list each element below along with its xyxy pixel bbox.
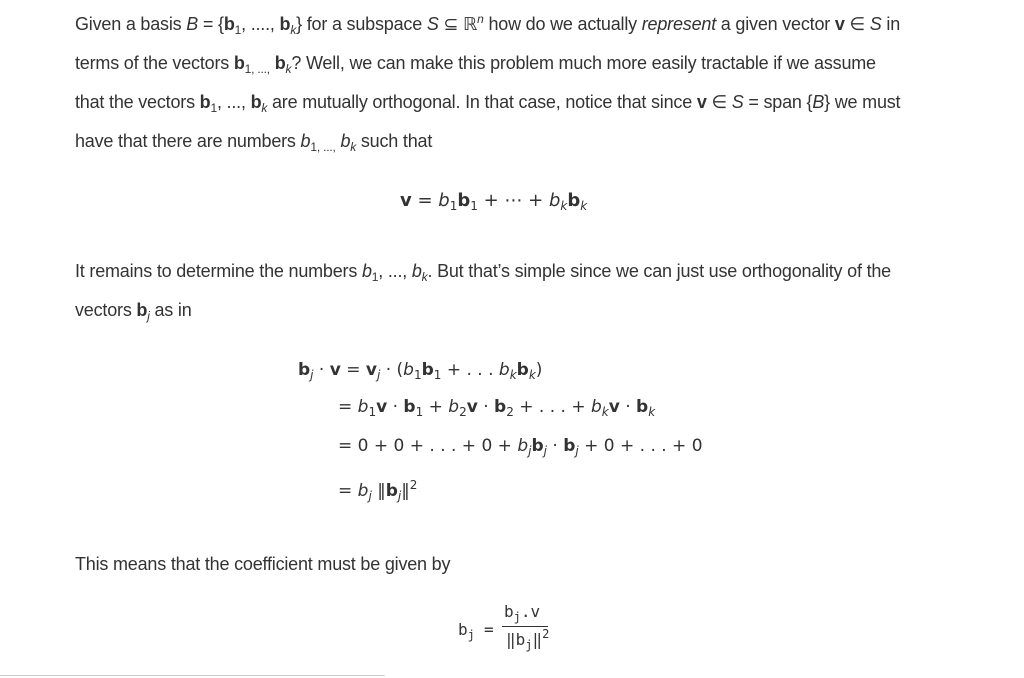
math-vec: b [279,14,291,34]
math-vec: v [834,14,845,34]
text-run: as in [149,300,192,320]
math-vec: v [376,397,388,417]
math-op: · [477,397,495,417]
math-vec: b [223,14,235,34]
text-run: = span { [743,92,813,112]
math-sub: 1 [449,199,458,213]
math-vec: b [199,92,211,112]
text-run: , ..., [216,92,251,112]
text-run: = { [198,14,224,34]
math-vec: b [233,53,245,73]
paragraph-coefficient [75,545,450,584]
math-sub: k [528,368,536,382]
bottom-divider [0,675,385,676]
math-sub: 1 [234,23,242,37]
ortho-line-1 [75,252,891,291]
text-run: Given a basis [75,14,187,34]
math-sub: j [147,309,150,323]
math-sub: j [528,444,532,458]
math-var: b [357,397,369,417]
math-op: · [387,397,404,417]
math-sub: 2 [459,405,467,419]
text-run: that the vectors [75,92,200,112]
math-sub: k [648,405,656,419]
math-sub: k [560,199,568,213]
math-op: + . . . + [513,397,591,417]
math-vec: b [385,481,398,501]
math-op: .v [520,602,541,621]
math-sup: 2 [542,627,550,641]
math-vec: v [400,190,412,211]
math-op: = [338,397,358,417]
align-row-4 [338,478,418,503]
text-run: have that there are numbers [75,131,301,151]
text-run: } for a subspace [296,14,427,34]
math-var: b [411,261,422,281]
math-sub: k [580,199,588,213]
intro-line-4 [75,122,900,161]
math-vec: v [608,397,620,417]
math-sub: j [376,368,381,382]
math-var: b [438,190,450,211]
ortho-line-2 [75,291,891,330]
align-row-2 [338,397,655,417]
math-op: ‖ [401,481,410,501]
math-op: + . . . [441,360,499,380]
math-op: + [423,397,449,417]
text-run: ⊆ [438,14,464,34]
math-vec: v [365,360,377,380]
text-run: such that [356,131,433,151]
formula-numerator [504,602,541,624]
math-vec: b [531,436,544,456]
math-sub: k [290,23,297,37]
math-sup: 2 [409,478,418,492]
math-var: b [458,620,468,639]
math-var: b [448,397,460,417]
text-run: in [881,14,901,34]
math-op: · [313,360,330,380]
math-sub: j [543,444,547,458]
math-vec: b [421,360,434,380]
math-op: = 0 + 0 + . . . + 0 + [338,436,518,456]
math-sub: k [350,140,357,154]
math-op: · [546,436,564,456]
math-op: · [619,397,637,417]
math-op: ‖ [371,481,386,501]
math-var: S [426,14,439,34]
math-vec: b [136,300,148,320]
text-run: terms of the vectors [75,53,234,73]
math-sub: 1, ..., [244,62,270,76]
text-run: are mutually orthogonal. In that case, notice that since [267,92,697,112]
math-op: ) [535,360,543,380]
math-var: b [517,436,529,456]
math-sub: j [513,610,521,624]
math-sub: 1 [413,368,422,382]
text-run: ∈ [706,92,732,112]
math-vec: b [516,360,529,380]
math-var: b [361,261,372,281]
text-run: a given vector [716,14,835,34]
emphasis: represent [641,14,716,34]
math-op: = [411,190,439,211]
text-run: } we must [824,92,901,112]
math-sub: 1, ..., [310,140,336,154]
math-sub: k [601,405,609,419]
math-sub: k [509,368,517,382]
text-run: , ...., [241,14,280,34]
math-sub: j [467,628,475,642]
math-var: b [590,397,602,417]
text-run: It remains to determine the numbers [75,261,362,281]
text-run: ∈ [844,14,870,34]
math-vec: b [494,397,507,417]
align-row-3 [338,436,703,456]
paragraph-intro [75,5,900,161]
text-run: vectors [75,300,137,320]
math-var: b [403,360,414,380]
formula-lhs [458,620,475,642]
formula-equals: = [484,620,494,639]
math-sub: j [525,638,533,652]
math-sub: 1 [415,405,424,419]
math-var: b [300,131,311,151]
math-vec: b [636,397,649,417]
math-sub: 1 [433,368,442,382]
math-vec: b [250,92,262,112]
math-sub: 1 [371,270,379,284]
math-op: = [340,360,366,380]
math-vec: b [567,190,581,211]
align-row-1 [298,360,542,380]
math-vec: v [329,360,341,380]
math-var: B [812,92,825,112]
text-run: . But that’s simple since we can just use orthogonality of the [427,261,891,281]
math-var: b [340,131,351,151]
math-sub: k [261,101,268,115]
math-op: + ⋯ + [477,190,549,211]
math-sub: k [285,62,292,76]
math-var: b [504,602,514,621]
math-sub: j [368,489,372,503]
paragraph-orthogonality [75,252,891,330]
math-vec: b [403,397,416,417]
intro-line-2 [75,44,900,83]
math-sub: 1 [470,199,478,213]
text-run: how do we actually [483,14,642,34]
math-vec: b [457,190,471,211]
text-run: ? Well, we can make this problem much more easily tractable if we assume [291,53,876,73]
math-sub: k [421,270,428,284]
math-sub: 1 [210,101,217,115]
math-sub: j [397,489,402,503]
math-vec: b [298,360,311,380]
math-vec: b [563,436,576,456]
math-var: S [731,92,744,112]
formula-denominator [506,627,550,652]
equation-linear-combination [400,190,587,211]
math-op: + 0 + . . . + 0 [578,436,703,456]
math-sub: 1 [368,405,377,419]
math-symbol: ℝ [463,14,478,34]
math-op: · ( [380,360,404,380]
math-vec: v [466,397,478,417]
coefficient-line: This means that the coefficient must be given by [75,554,451,574]
math-var: b [498,360,510,380]
math-var: b [548,190,561,211]
math-var: S [869,14,882,34]
math-sub: 2 [506,405,514,419]
intro-line-3 [75,83,900,122]
math-op: = [338,481,358,501]
math-vec: b [274,53,286,73]
math-op: ‖ [532,630,543,649]
text-run: , ..., [378,261,412,281]
intro-line-1 [75,5,900,44]
math-sub: j [575,444,579,458]
math-op: ‖b [506,630,526,649]
math-sub: j [310,368,314,382]
math-var: B [186,14,199,34]
math-sup: n [477,12,484,26]
math-var: b [357,481,369,501]
math-vec: v [696,92,707,112]
